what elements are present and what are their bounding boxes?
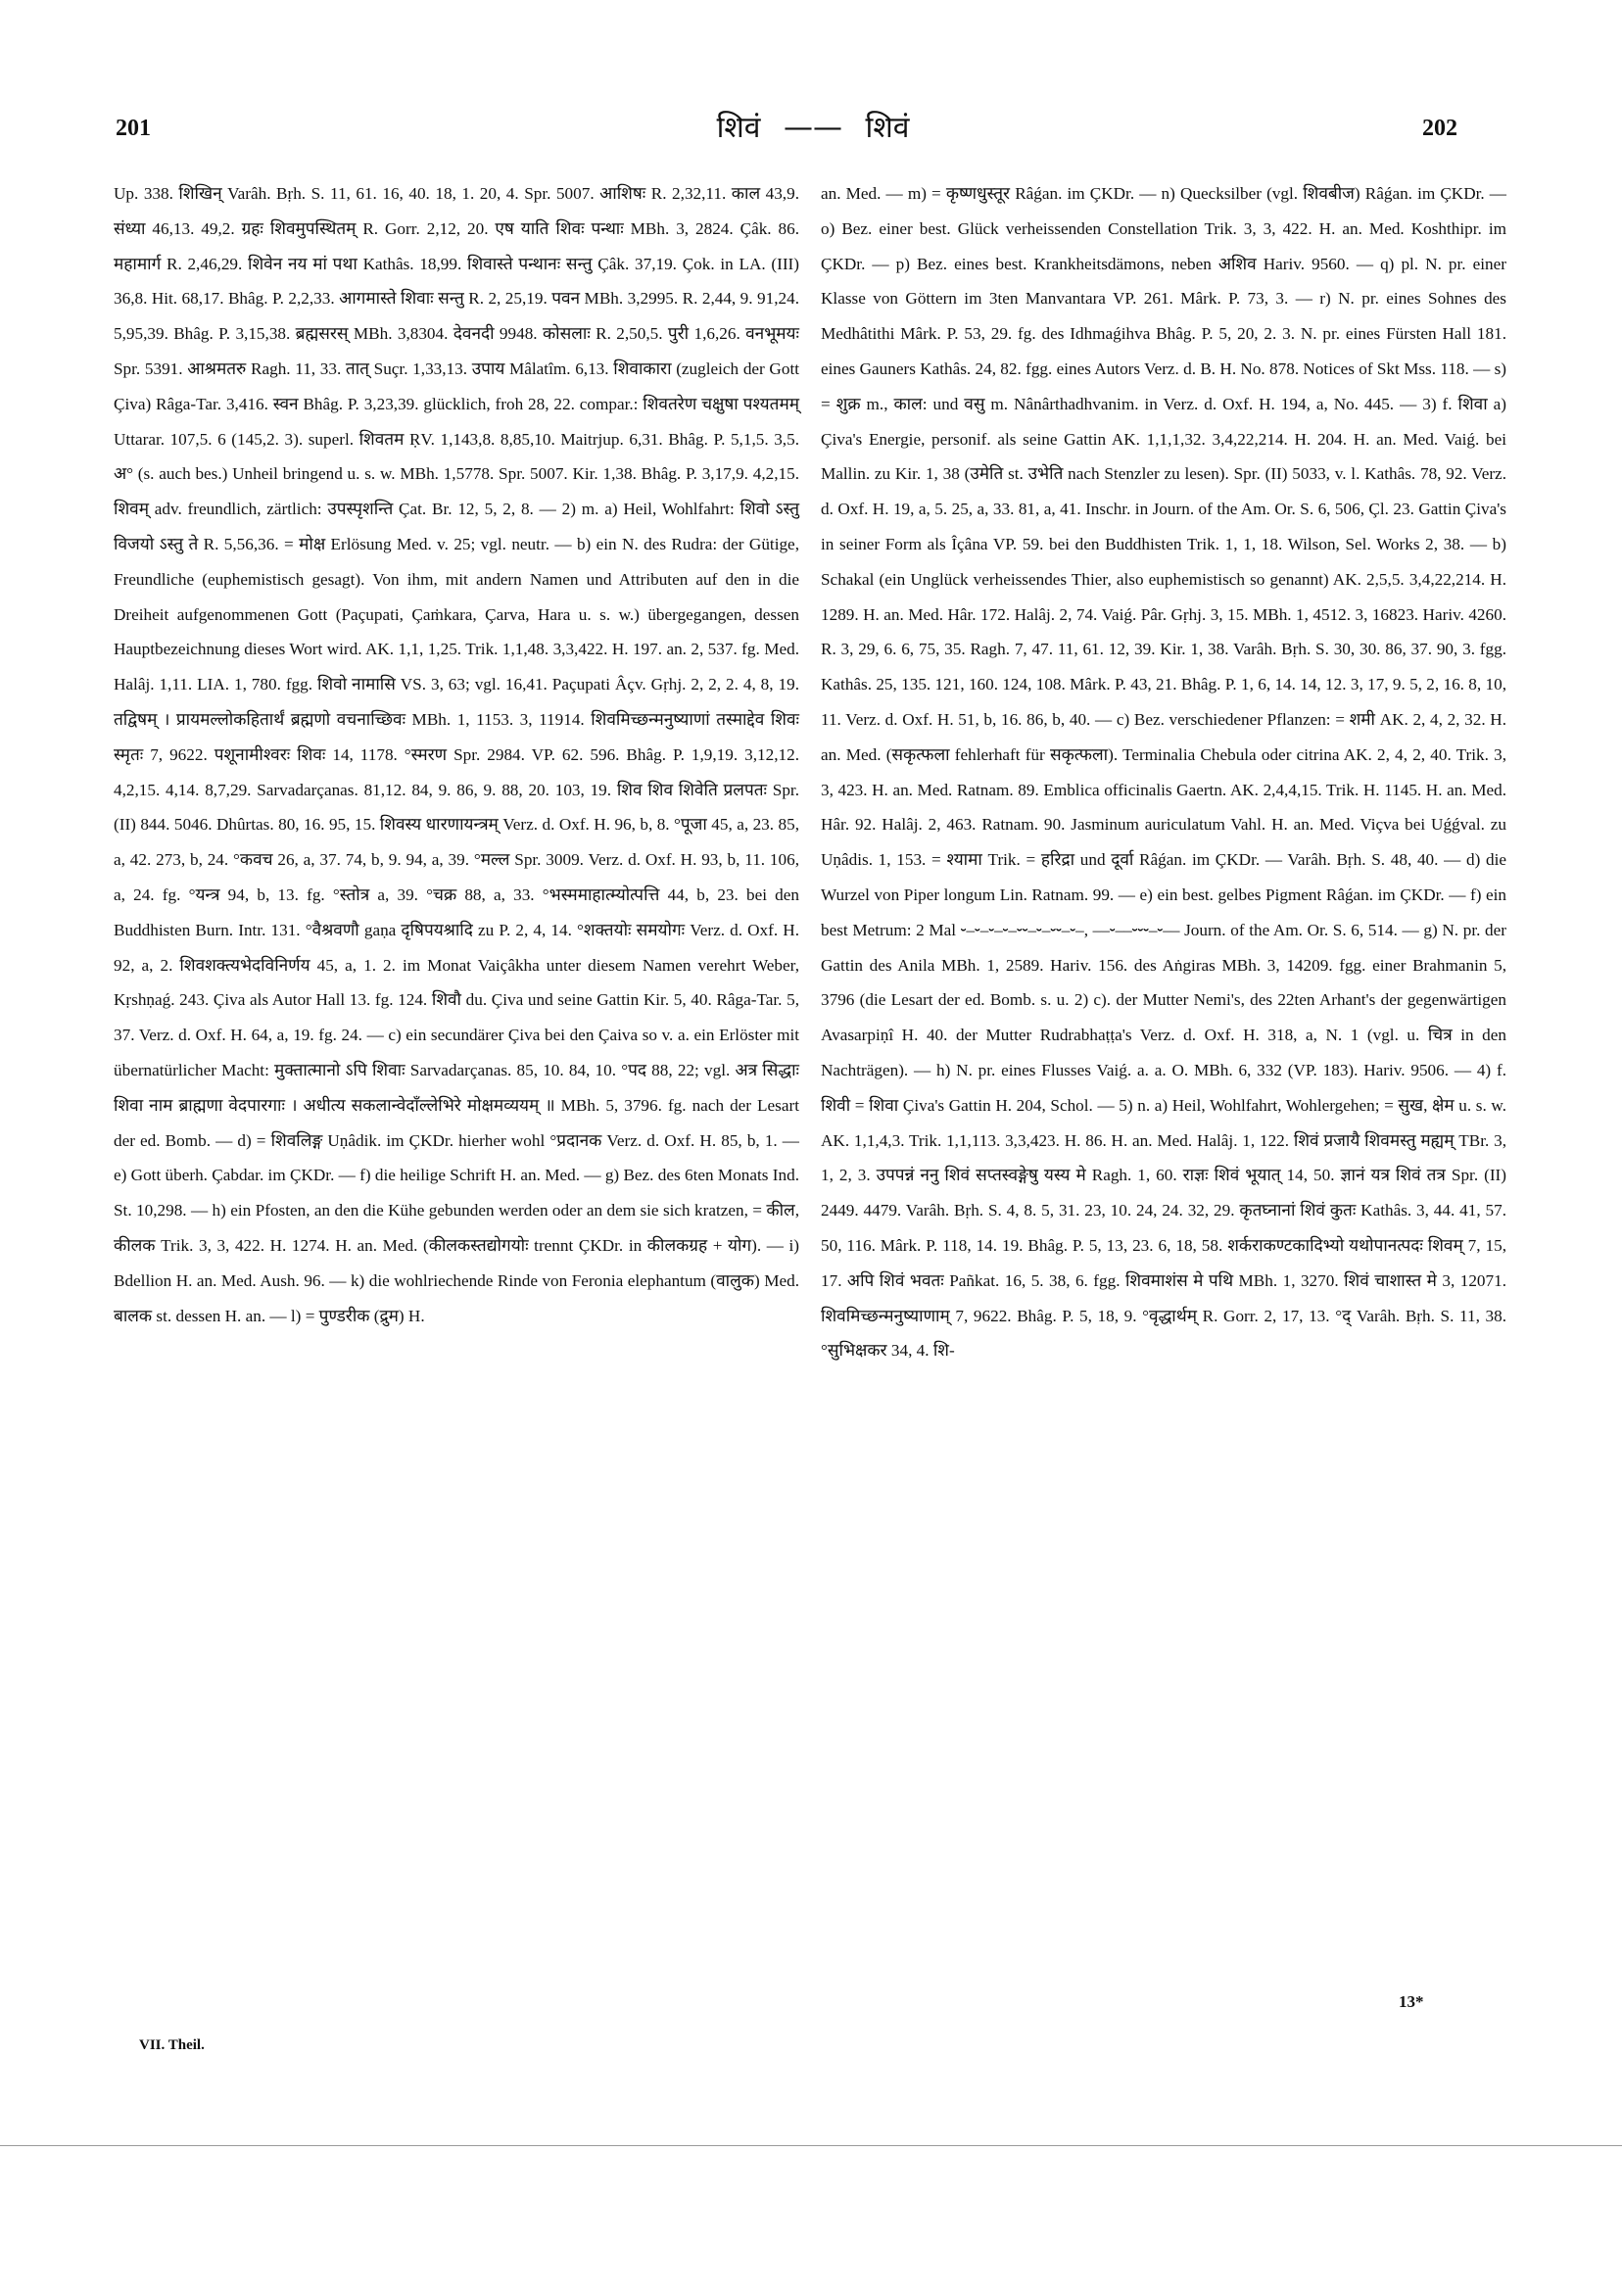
sheet-number: 13*	[1399, 1992, 1424, 2011]
page-number-left: 201	[116, 116, 151, 141]
right-column	[821, 176, 1506, 1368]
left-column-text: Up. 338. शिखिन् Varâh. Bṛh. S. 11, 61. 16, 40. 18, 1. 20, 4. Spr. 5007. आशिषः R. 2,32,11. काल 43,9. संध्या 46,13. 49,2. ग्रहः शिवमुपस्थितम् R. Gorr. 2,12, 20. एष याति शिवः पन्थाः MBh. 3, 2824. Çâk. 86. महामार्ग R. 2,46,29. शिवेन नय मां पथा Kathâs. 18,99. शिवास्ते पन्थानः सन्तु Çâk. 37,19. Çok. in LA. (III) 36,8. Hit. 68,17. Bhâg. P. 2,2,33. आगमास्ते शिवाः सन्तु R. 2, 25,19. पवन MBh. 3,2995. R. 2,44, 9. 91,24. 5,95,39. Bhâg. P. 3,15,38. ब्रह्मसरस् MBh. 3,8304. देवनदी 9948. कोसलाः R. 2,50,5. पुरी 1,6,26. वनभूमयः Spr. 5391. आश्रमतरु Ragh. 11, 33. तात् Suçr. 1,33,13. उपाय Mâlatîm. 6,13. शिवाकारा (zugleich der Gott Çiva) Râga-Tar. 3,416. स्वन Bhâg. P. 3,23,39. glücklich, froh 28, 22. compar.: शिवतरेण चक्षुषा पश्यतमम् Uttarar. 107,5. 6 (145,2. 3). superl. शिवतम ṚV. 1,143,8. 8,85,10. Maitrjup. 6,31. Bhâg. P. 5,1,5. 3,5. अ° (s. auch bes.) Unheil bringend u. s. w. MBh. 1,5778. Spr. 5007. Kir. 1,38. Bhâg. P. 3,17,9. 4,2,15. शिवम् adv. freundlich, zärtlich: उपस्पृशन्ति Çat. Br. 12, 5, 2, 8. — 2) m. a) Heil, Wohlfahrt: शिवो ऽस्तु विजयो ऽस्तु ते R. 5,56,36. = मोक्ष Erlösung Med. v. 25; vgl. neutr. — b) ein N. des Rudra: der Gütige, Freundliche (euphemistisch gesagt). Von ihm, mit andern Namen und Attributen auf den in die Dreiheit aufgenommenen Gott (Paçupati, Çaṁkara, Çarva, Hara u. s. w.) übergegangen, dessen Hauptbezeichnung dieses Wort wird. AK. 1,1, 1,25. Trik. 1,1,48. 3,3,422. H. 197. an. 2, 537. fg. Med. Halâj. 1,11. LIA. 1, 780. fgg. शिवो नामासि VS. 3, 63; vgl. 16,41. Paçupati Âçv. Gṛhj. 2, 2, 2. 4, 8, 19. तद्विषम् । प्रायमल्लोकहितार्थं ब्रह्मणो वचनाच्छिवः MBh. 1, 1153. 3, 11914. शिवमिच्छन्मनुष्याणां तस्माद्देव शिवः स्मृतः 7, 9622. पशूनामीश्वरः शिवः 14, 1178. °स्मरण Spr. 2984. VP. 62. 596. Bhâg. P. 1,9,19. 3,12,12. 4,2,15. 4,14. 8,7,29. Sarvadarçanas. 81,12. 84, 9. 86, 9. 88, 20. 103, 19. शिव शिव शिवेति प्रलपतः Spr. (II) 844. 5046. Dhûrtas. 80, 16. 95, 15. शिवस्य धारणायन्त्रम् Verz. d. Oxf. H. 96, b, 8. °पूजा 45, a, 23. 85, a, 42. 273, b, 24. °कवच 26, a, 37. 74, b, 9. 94, a, 39. °मल्ल Spr. 3009. Verz. d. Oxf. H. 93, b, 11. 106, a, 24. fg. °यन्त्र 94, b, 13. fg. °स्तोत्र a, 39. °चक्र 88, a, 33. °भस्ममाहात्म्योत्पत्ति 44, b, 23. bei den Buddhisten Burn. Intr. 131. °वैश्रवणौ gaṇa दृषिपयश्रादि zu P. 2, 4, 14. °शक्तयोः समयोगः Verz. d. Oxf. H. 92, a, 2. शिवशक्त्यभेदविनिर्णय 45, a, 1. 2. im Monat Vaiçâkha unter diesem Namen verehrt Weber, Kṛshṇaǵ. 243. Çiva als Autor Hall 13. fg. 124. शिवौ du. Çiva und seine Gattin Kir. 5, 40. Râga-Tar. 5, 37. Verz. d. Oxf. H. 64, a, 19. fg. 24. — c) ein secundärer Çiva bei den Çaiva so v. a. ein Erlöster mit übernatürlicher Macht: मुक्तात्मानो ऽपि शिवाः Sarvadarçanas. 85, 10. 84, 10. °पद 88, 22; vgl. अत्र सिद्धाः शिवा नाम ब्राह्मणा वेदपारगाः । अधीत्य सकलान्वेदाँल्लेभिरे मोक्षमव्ययम् ॥ MBh. 5, 3796. fg. nach der Lesart der ed. Bomb. — d) = शिवलिङ्ग Uṇâdik. im ÇKDr. hierher wohl °प्रदानक Verz. d. Oxf. H. 85, b, 1. — e) Gott überh. Çabdar. im ÇKDr. — f) die heilige Schrift H. an. Med. — g) Bez. des 6ten Monats Ind. St. 10,298. — h) ein Pfosten, an den die Kühe gebunden werden oder an dem sie sich kratzen, = कील, कीलक Trik. 3, 3, 422. H. 1274. H. an. Med. (कीलकस्तद्योगयोः trennt ÇKDr. in कीलकग्रह + योग). — i) Bdellion H. an. Med. Aush. 96. — k) die wohlriechende Rinde von Feronia elephantum (वालुक) Med. बालक st. dessen H. an. — l) = पुण्डरीक (द्रुम) H.	[114, 184, 799, 1325]
page-number-right: 202	[1422, 116, 1457, 141]
left-column	[114, 176, 799, 1333]
headword-left: शिवं	[716, 111, 761, 145]
volume-signature: VII. Theil.	[139, 2037, 205, 2053]
headword-separator: ——	[784, 111, 842, 145]
scan-edge-divider	[0, 2145, 1622, 2146]
right-column-text: an. Med. — m) = कृष्णधुस्तूर Râǵan. im ÇKDr. — n) Quecksilber (vgl. शिवबीज) Râǵan. im ÇKDr. — o) Bez. einer best. Glück verheissenden Constellation Trik. 3, 3, 422. H. an. Med. Koshthipr. im ÇKDr. — p) Bez. eines best. Krankheitsdämons, neben अशिव Hariv. 9560. — q) pl. N. pr. einer Klasse von Göttern im 3ten Manvantara VP. 261. Mârk. P. 73, 3. — r) N. pr. eines Sohnes des Medhâtithi Mârk. P. 53, 29. fg. des Idhmaǵihva Bhâg. P. 5, 20, 2. 3. N. pr. eines Fürsten Hall 181. eines Gauners Kathâs. 24, 82. fgg. eines Autors Verz. d. B. H. No. 878. Notices of Skt Mss. 118. — s) = शुक्र m., काल: und वसु m. Nânârthadhvanim. in Verz. d. Oxf. H. 194, a, No. 445. — 3) f. शिवा a) Çiva's Energie, personif. als seine Gattin AK. 1,1,1,32. 3,4,22,214. H. 204. H. an. Med. Vaiǵ. bei Mallin. zu Kir. 1, 38 (उमेति st. उभेति nach Stenzler zu lesen). Spr. (II) 5033, v. l. Kathâs. 78, 92. Verz. d. Oxf. H. 19, a, 5. 25, a, 33. 81, a, 41. Inschr. in Journ. of the Am. Or. S. 6, 506, Çl. 23. Gattin Çiva's in seiner Form als Îçâna VP. 59. bei den Buddhisten Trik. 1, 1, 18. Wilson, Sel. Works 2, 38. — b) Schakal (ein Unglück verheissendes Thier, also euphemistisch so genannt) AK. 2,5,5. 3,4,22,214. H. 1289. H. an. Med. Hâr. 172. Halâj. 2, 74. Vaiǵ. Pâr. Gṛhj. 3, 15. MBh. 1, 4512. 3, 16823. Hariv. 4260. R. 3, 29, 6. 6, 75, 35. Ragh. 7, 47. 11, 61. 12, 39. Kir. 1, 38. Varâh. Bṛh. S. 30, 30. 86, 37. 90, 3. fgg. Kathâs. 25, 135. 121, 160. 124, 108. Mârk. P. 43, 21. Bhâg. P. 1, 6, 14. 14, 12. 3, 17, 9. 5, 2, 16. 8, 10, 11. Verz. d. Oxf. H. 51, b, 16. 86, b, 40. — c) Bez. verschiedener Pflanzen: = शमी AK. 2, 4, 2, 32. H. an. Med. (सकृत्फला fehlerhaft für सकृत्फला). Terminalia Chebula oder citrina AK. 2, 4, 2, 40. Trik. 3, 3, 423. H. an. Med. Ratnam. 89. Emblica officinalis Gaertn. AK. 2,4,4,15. Trik. H. 1145. H. an. Med. Hâr. 92. Halâj. 2, 463. Ratnam. 90. Jasminum auriculatum Vahl. H. an. Med. Viçva bei Uǵǵval. zu Uṇâdis. 1, 153. = श्यामा Trik. = हरिद्रा und दूर्वा Râǵan. im ÇKDr. — Varâh. Bṛh. S. 48, 40. — d) die Wurzel von Piper longum Lin. Ratnam. 99. — e) ein best. gelbes Pigment Râǵan. im ÇKDr. — f) ein best Metrum: 2 Mal ⏑–⏑–⏑–⏑–⏑⏑–⏑–⏑⏑–⏑–, ––⏑––⏑⏑⏑–⏑–– Journ. of the Am. Or. S. 6, 514. — g) N. pr. der Gattin des Anila MBh. 1, 2589. Hariv. 156. des Aṅgiras MBh. 3, 14209. fgg. einer Brahmanin 5, 3796 (die Lesart der ed. Bomb. s. u. 2) c). der Mutter Nemi's, des 22ten Arhant's der gegenwärtigen Avasarpiṇî H. 40. der Mutter Rudrabhaṭṭa's Verz. d. Oxf. H. 318, a, N. 1 (vgl. u. चित्र in den Nachträgen). — h) N. pr. eines Flusses Vaiǵ. a. a. O. MBh. 6, 332 (VP. 183). Hariv. 9506. — 4) f. शिवी = शिवा Çiva's Gattin H. 204, Schol. — 5) n. a) Heil, Wohlfahrt, Wohlergehen; = सुख, क्षेम u. s. w. AK. 1,1,4,3. Trik. 1,1,113. 3,3,423. H. 86. H. an. Med. Halâj. 1, 122. शिवं प्रजायै शिवमस्तु मह्यम् TBr. 3, 1, 2, 3. उपपन्नं ननु शिवं सप्तस्वङ्गेषु यस्य मे Ragh. 1, 60. राज्ञः शिवं भूयात् 14, 50. ज्ञानं यत्र शिवं तत्र Spr. (II) 2449. 4479. Varâh. Bṛh. S. 4, 8. 5, 31. 23, 10. 24, 24. 32, 29. कृतघ्नानां शिवं कुतः Kathâs. 3, 44. 41, 57. 50, 116. Mârk. P. 118, 14. 19. Bhâg. P. 5, 13, 23. 6, 18, 58. शर्कराकण्टकादिभ्यो यथोपानत्पदः शिवम् 7, 15, 17. अपि शिवं भवतः Pañkat. 16, 5. 38, 6. fgg. शिवमाशंस मे पथि MBh. 1, 3270. शिवं चाशास्त मे 3, 12071. शिवमिच्छन्मनुष्याणाम् 7, 9622. Bhâg. P. 5, 18, 9. °वृद्धार्थम् R. Gorr. 2, 17, 13. °द् Varâh. Bṛh. S. 11, 38. °सुभिक्षकर 34, 4. शि-	[821, 184, 1506, 1361]
headword-right: शिवं	[865, 111, 910, 145]
running-head	[646, 106, 979, 146]
